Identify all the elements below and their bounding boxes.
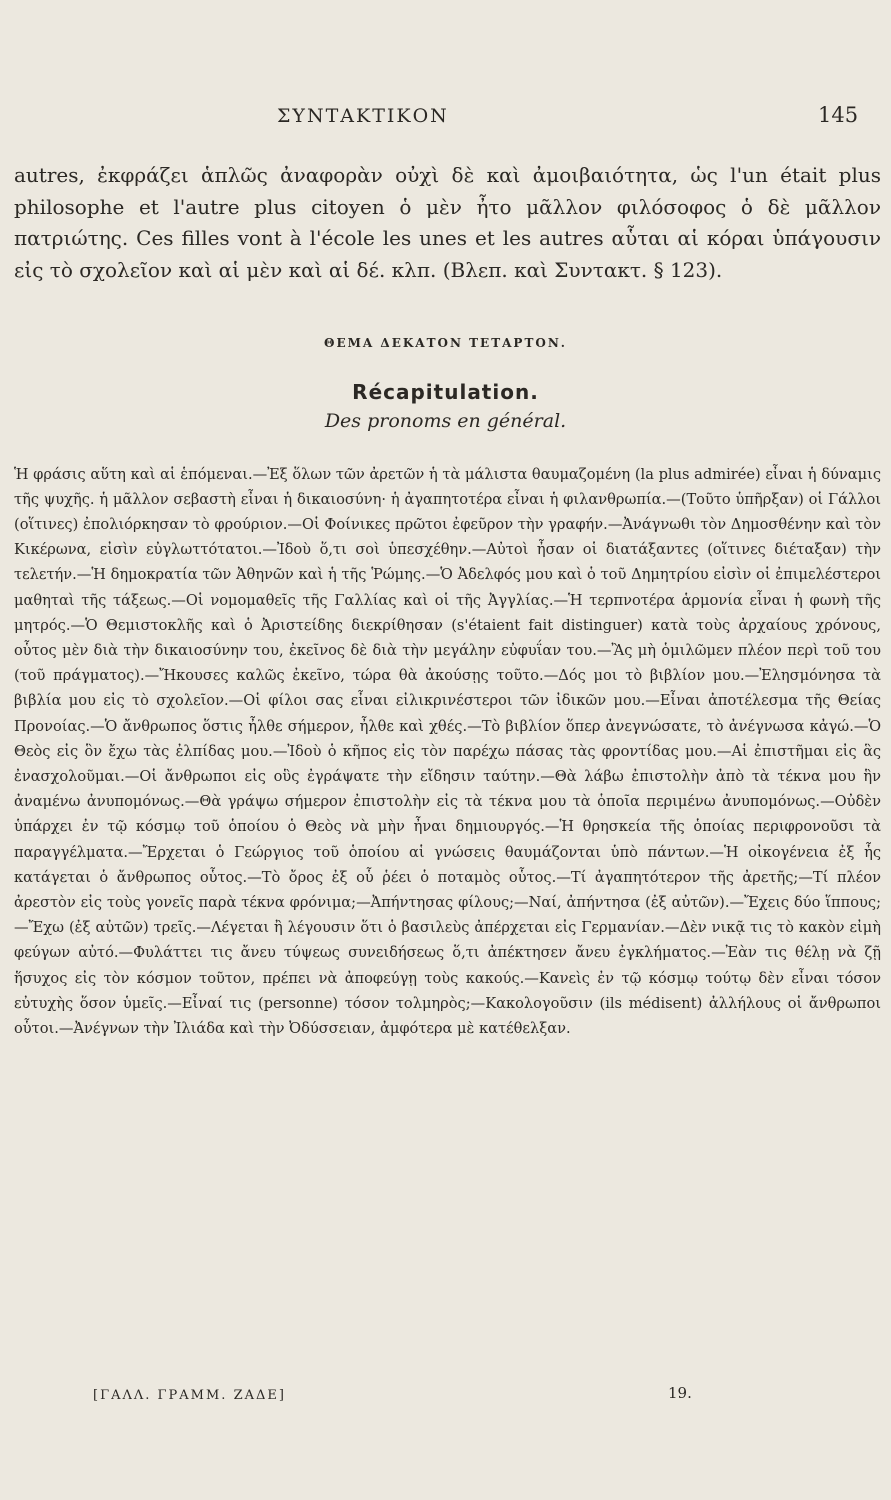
running-head <box>0 105 891 135</box>
section-subsubtitle: Des pronoms en général. <box>324 410 567 432</box>
running-title: ΣΥΝΤΑΚΤΙΚΟΝ <box>277 105 449 127</box>
page-footer <box>0 1384 891 1418</box>
section-title: ΘΕΜΑ ΔΕΚΑΤΟΝ ΤΕΤΑΡΤΟΝ. <box>324 336 567 350</box>
section-subtitle: Récapitulation. <box>352 380 539 404</box>
sheet-number: 19. <box>668 1384 692 1402</box>
signature-mark: [ΓΑΛΛ. ΓΡΑΜΜ. ΖΑΔΕ] <box>93 1388 286 1403</box>
intro-paragraph: autres, ἐκφράζει ἁπλῶς ἀναφορὰν οὐχὶ δὲ καὶ ἀμοιβαιότητα, ὡς l'un était plus philosophe et l'autre plus citoyen ὁ μὲν ἦτο μᾶλλον φιλόσοφος ὁ δὲ μᾶλλον πατριώτης. Ces filles vont à l'école les unes et les autres αὗται αἱ κόραι ὑπάγουσιν εἰς τὸ σχολεῖον καὶ αἱ μὲν καὶ αἱ δέ. κλπ. (Βλεπ. καὶ Συντακτ. § 123). <box>14 163 881 282</box>
exercise-paragraph: Ἡ φράσις αὕτη καὶ αἱ ἑπόμεναι.—Ἐξ ὅλων τῶν ἀρετῶν ἡ τὰ μάλιστα θαυμαζομένη (la plus admirée) εἶναι ἡ δύναμις τῆς ψυχῆς. ἡ μᾶλλον σεβαστὴ εἶναι ἡ δικαιοσύνη· ἡ ἀγαπητοτέρα εἶναι ἡ φιλανθρωπία.—(Τοῦτο ὑπῆρξαν) οἱ Γάλλοι (οἵτινες) ἐπολιόρκησαν τὸ φρούριον.—Οἱ Φοίνικες πρῶτοι ἐφεῦρον τὴν γραφήν.—Ἀνάγνωθι τὸν Δημοσθένην καὶ τὸν Κικέρωνα, εἰσὶν εὐγλωττότατοι.—Ἰδοὺ ὅ,τι σοὶ ὑπεσχέθην.—Αὐτοὶ ἦσαν οἱ διατάξαντες (οἵτινες διέταξαν) τὴν τελετήν.—Ἡ δημοκρατία τῶν Ἀθηνῶν καὶ ἡ τῆς Ῥώμης.—Ὁ Ἀδελφός μου καὶ ὁ τοῦ Δημητρίου εἰσὶν οἱ ἐπιμελέστεροι μαθηταὶ τῆς τάξεως.—Οἱ νομομαθεῖς τῆς Γαλλίας καὶ οἱ τῆς Ἀγγλίας.—Ἡ τερπνοτέρα ἁρμονία εἶναι ἡ φωνὴ τῆς μητρός.—Ὁ Θεμιστοκλῆς καὶ ὁ Ἀριστείδης διεκρίθησαν (s'étaient fait distinguer) κατὰ τοὺς ἀρχαίους χρόνους, οὗτος μὲν διὰ τὴν δικαιοσύνην του, ἐκεῖνος δὲ διὰ τὴν μεγάλην εὐφυΐαν του.—Ἂς μὴ ὁμιλῶμεν πλέον περὶ τοῦ του (τοῦ πράγματος).—Ἤκουσες καλῶς ἐκεῖνο, τώρα θὰ ἀκούσῃς τοῦτο.—Δός μοι τὸ βιβλίον μου.—Ἐλησμόνησα τὰ βιβλία μου εἰς τὸ σχολεῖον.—Οἱ φίλοι σας εἶναι εἰλικρινέστεροι τῶν ἰδικῶν μου.—Εἶναι ἀποτέλεσμα τῆς Θείας Προνοίας.—Ὁ ἄνθρωπος ὅστις ἦλθε σήμερον, ἦλθε καὶ χθές.—Τὸ βιβλίον ὅπερ ἀνεγνώσατε, τὸ ἀνέγνωσα κἀγώ.—Ὁ Θεὸς εἰς ὃν ἔχω τὰς ἐλπίδας μου.—Ἰδοὺ ὁ κῆπος εἰς τὸν παρέχω πάσας τὰς φροντίδας μου.—Αἱ ἐπιστῆμαι εἰς ἃς ἐνασχολοῦμαι.—Οἱ ἄνθρωποι εἰς οὓς ἐγράψατε τὴν εἴδησιν ταύτην.—Θὰ λάβω ἐπιστολὴν ἀπὸ τὰ τέκνα μου ἣν ἀναμένω ἀνυπομόνως.—Θὰ γράψω σήμερον ἐπιστολὴν εἰς τὰ τέκνα μου τὰ ὁποῖα περιμένω ἀνυπομόνως.—Οὐδὲν ὑπάρχει ἐν τῷ κόσμῳ τοῦ ὁποίου ὁ Θεὸς νὰ μὴν ἦναι δημιουργός.—Ἡ θρησκεία τῆς ὁποίας περιφρονοῦσι τὰ παραγγέλματα.—Ἔρχεται ὁ Γεώργιος τοῦ ὁποίου αἱ γνώσεις θαυμάζονται ὑπὸ πάντων.—Ἡ οἰκογένεια ἐξ ἧς κατάγεται ὁ ἄνθρωπος οὗτος.—Τὸ ὄρος ἐξ οὗ ῥέει ὁ ποταμὸς οὗτος.—Τί ἀγαπητότερον τῆς ἀρετῆς;—Τί πλέον ἀρεστὸν εἰς τοὺς γονεῖς παρὰ τέκνα φρόνιμα;—Ἀπήντησας φίλους;—Ναί, ἀπήντησα (ἐξ αὐτῶν).—Ἔχεις δύο ἵππους;—Ἔχω (ἐξ αὐτῶν) τρεῖς.—Λέγεται ἢ λέγουσιν ὅτι ὁ βασιλεὺς ἀπέρχεται εἰς Γερμανίαν.—Δὲν νικᾷ τις τὸ κακὸν εἰμὴ φεύγων αὐτό.—Φυλάττει τις ἄνευ τύψεως συνειδήσεως ὅ,τι ἀπέκτησεν ἄνευ ἐγκλήματος.—Ἐὰν τις θέλῃ νὰ ζῇ ἥσυχος εἰς τὸν κόσμον τοῦτον, πρέπει νὰ ἀποφεύγῃ τοὺς κακούς.—Κανεὶς ἐν τῷ κόσμῳ τούτῳ δὲν εἶναι τόσον εὐτυχὴς ὅσον ὑμεῖς.—Εἶναί τις (personne) τόσον τολμηρὸς;—Κακολογοῦσιν (ils médisent) ἀλλήλους οἱ ἄνθρωποι οὗτοι.—Ἀνέγνων τὴν Ἰλιάδα καὶ τὴν Ὀδύσσειαν, ἀμφότερα μὲ κατέθελξαν. <box>14 465 881 1038</box>
page-number: 145 <box>818 103 859 127</box>
